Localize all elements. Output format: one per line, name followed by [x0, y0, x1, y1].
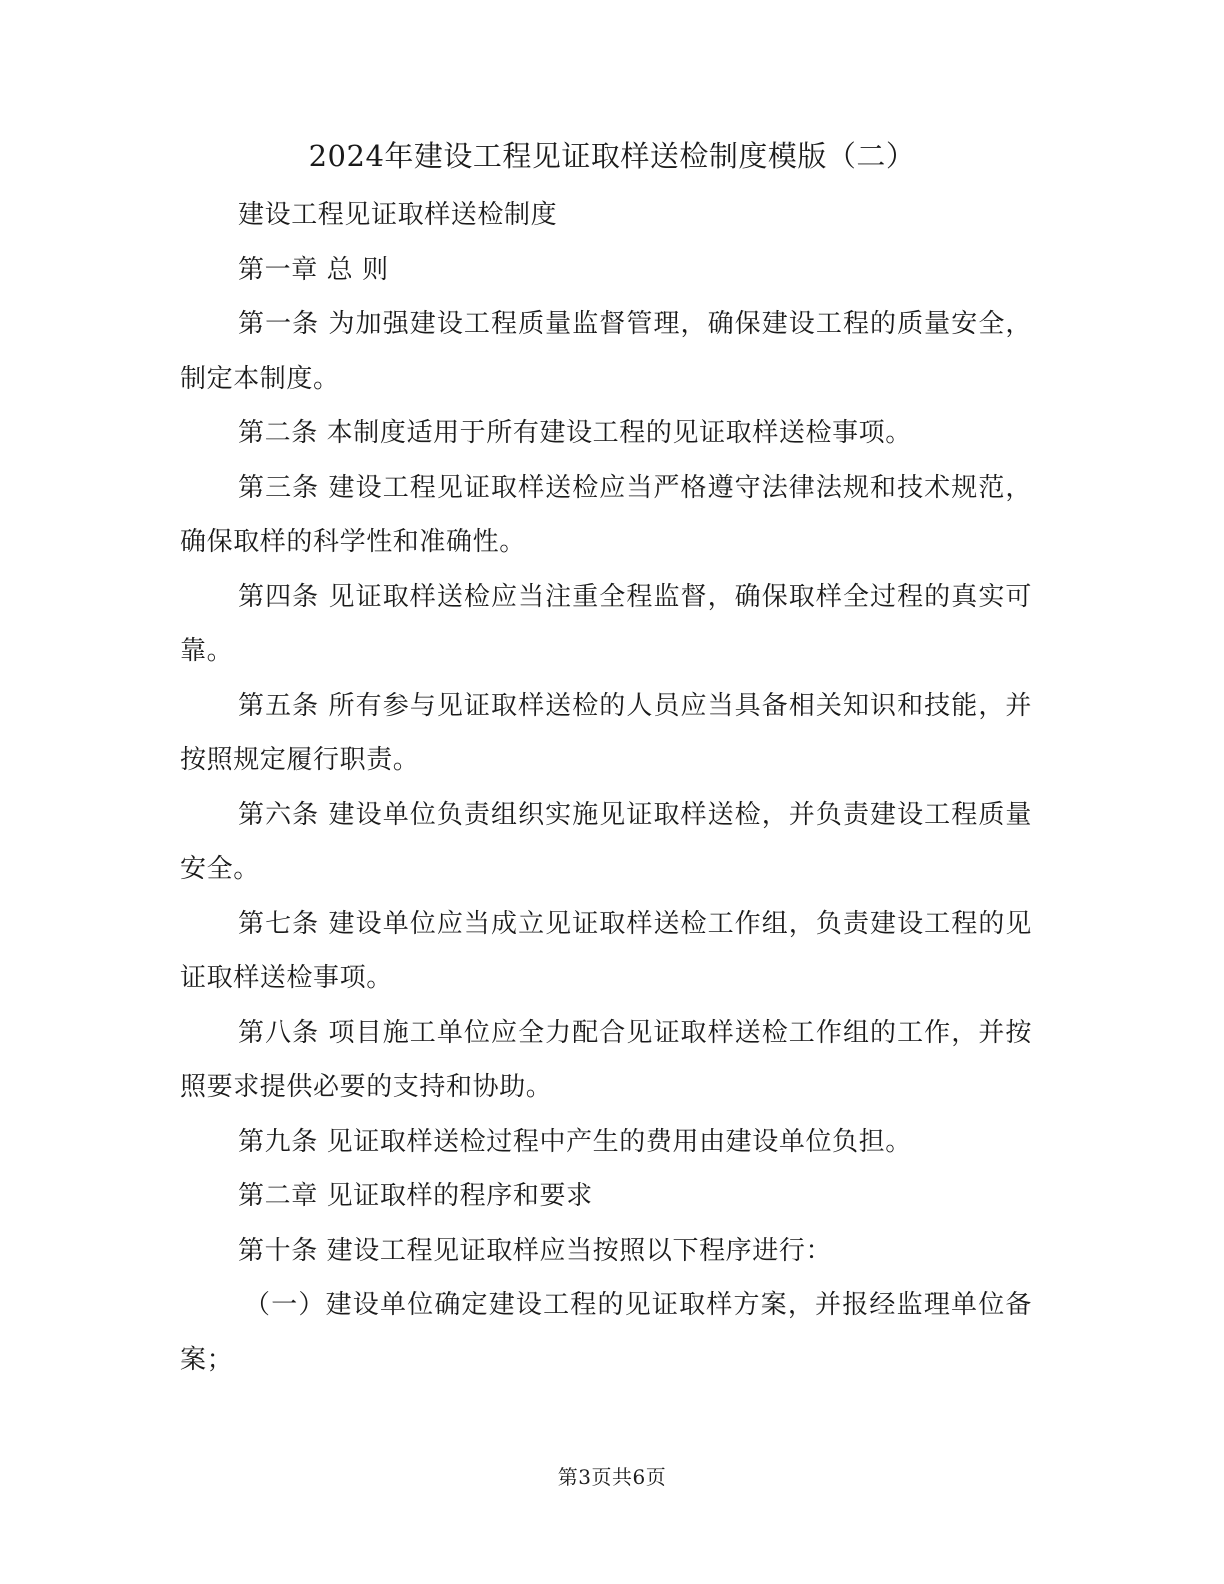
article-paragraph: 第十条 建设工程见证取样应当按照以下程序进行： [238, 1235, 833, 1266]
article-paragraph: 第一条 为加强建设工程质量监督管理，确保建设工程的质量安全，制定本制度。 [180, 309, 1032, 394]
article-paragraph: 第七条 建设单位应当成立见证取样送检工作组，负责建设工程的见证取样送检事项。 [180, 908, 1032, 993]
article-paragraph: 第三条 建设工程见证取样送检应当严格遵守法律法规和技术规范，确保取样的科学性和准确性。 [180, 472, 1032, 557]
page-number-footer: 第3页共6页 [557, 1465, 667, 1489]
article-paragraph: 第八条 项目施工单位应全力配合见证取样送检工作组的工作，并按照要求提供必要的支持和协助。 [180, 1017, 1032, 1102]
chapter-heading: 第二章 见证取样的程序和要求 [238, 1181, 593, 1211]
article-paragraph: 第九条 见证取样送检过程中产生的费用由建设单位负担。 [238, 1126, 912, 1157]
document-subtitle: 建设工程见证取样送检制度 [238, 200, 558, 230]
article-paragraph: 第四条 见证取样送检应当注重全程监督，确保取样全过程的真实可靠。 [180, 581, 1032, 666]
chapter-heading: 第一章 总 则 [238, 254, 389, 285]
list-item: （一）建设单位确定建设工程的见证取样方案，并报经监理单位备案； [180, 1290, 1032, 1375]
page-title: 2024年建设工程见证取样送检制度模版（二） [308, 139, 916, 173]
document-body [180, 188, 1032, 1387]
article-paragraph: 第二条 本制度适用于所有建设工程的见证取样送检事项。 [238, 418, 912, 448]
article-paragraph: 第六条 建设单位负责组织实施见证取样送检，并负责建设工程质量安全。 [180, 799, 1032, 884]
article-paragraph: 第五条 所有参与见证取样送检的人员应当具备相关知识和技能，并按照规定履行职责。 [180, 690, 1032, 775]
